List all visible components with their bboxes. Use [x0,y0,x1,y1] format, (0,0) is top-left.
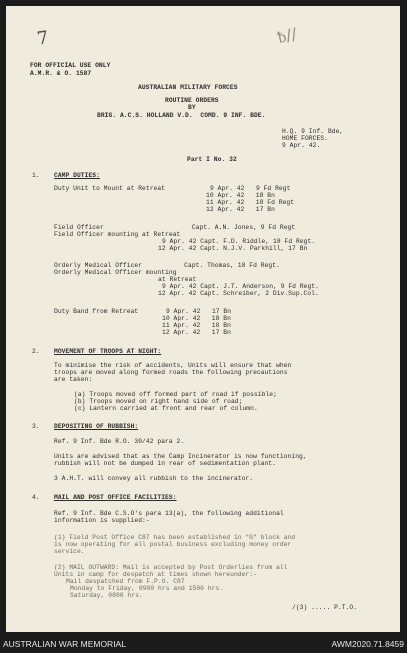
mail-item-line: service. [54,548,85,555]
reference-line: information is supplied:- [54,517,150,524]
medical-officer-line: Orderly Medical Officer Capt. Thomas, 18 Fd Regt. [54,262,280,269]
medical-officer-row: 12 Apr. 42 Capt. Schreiber, 2 Div.Sup.Col. [158,290,319,297]
page-turn-note: /(3) ..... P.T.O. [292,604,358,611]
paragraph-line: troops are moved along formed roads the following precautions [54,369,288,376]
paragraph-line: Units are advised that as the Camp Incinerator is now functioning, [54,453,307,460]
section-title-movement: MOVEMENT OF TROOPS AT NIGHT: [54,348,162,355]
medical-officer-mounting-label: Orderly Medical Officer mounting [54,269,177,276]
precaution-item: (a) Troops moved off formed part of road if possible; [74,391,277,398]
reference-line: Ref. 9 Inf. Bde R.O. 30/42 para 2. [54,438,185,445]
field-officer-row: 12 Apr. 42 Capt. N.J.V. Parkhill, 17 Bn [158,245,308,252]
duty-row: 11 Apr. 42 18 Fd Regt [206,199,295,206]
mail-item-line: Mail despatched from F.P.O. C87 [66,578,185,585]
field-officer-row: 9 Apr. 42 Capt. F.D. Riddle, 18 Fd Regt. [162,238,316,245]
band-row: 11 Apr. 42 18 Bn [162,322,231,329]
section-title-mail: MAIL AND POST OFFICE FACILITIES: [54,494,177,501]
hq-line: H.Q. 9 Inf. Bde, [282,128,344,135]
precaution-item: (c) Lantern carried at front and rear of column. [74,405,258,412]
section-title-camp-duties: CAMP DUTIES: [54,172,100,179]
section-number: 3. [32,423,40,430]
home-forces-line: HOME FORCES. [282,135,328,142]
mail-item-line: Monday to Friday, 0900 hrs and 1500 hrs. [70,585,224,592]
band-row: 9 Apr. 42 17 Bn [166,308,232,315]
duty-row: 10 Apr. 42 18 Bn [206,192,275,199]
official-use-header: FOR OFFICIAL USE ONLY [30,62,111,69]
band-row: 10 Apr. 42 18 Bn [162,315,231,322]
paragraph-line: 3 A.H.T. will convey all rubbish to the incinerator. [54,475,254,482]
archive-reference: AWM2020.71.8459 [331,639,404,649]
section-number: 4. [32,494,40,501]
section-number: 2. [32,348,40,355]
paragraph-line: rubbish will not be dumped in rear of sedimentation plant. [54,460,277,467]
routine-orders-title: ROUTINE ORDERS [165,97,219,104]
by-line: BY [188,104,196,111]
forces-title: AUSTRALIAN MILITARY FORCES [138,84,238,91]
paragraph-line: are taken: [54,376,93,383]
section-number: 1. [32,172,40,179]
archive-footer [0,634,407,653]
document-page [6,6,400,632]
duty-band-label: Duty Band from Retreat [54,308,139,315]
reference-line: Ref. 9 Inf. Bde C.S.O's para 13(a), the following additional [54,510,284,517]
mail-item-line: Units in camp for despatch at times shown hereunder:- [54,571,257,578]
archive-name: AUSTRALIAN WAR MEMORIAL [3,639,126,649]
order-date: 9 Apr. 42. [282,142,321,149]
paragraph-line: To minimise the risk of accidents, Units will ensure that when [54,362,292,369]
medical-officer-mounting-label: at Retreat [158,276,197,283]
handwritten-mark: 7 [35,27,50,50]
mail-item-line: is now operating for all postal business excluding money order [54,541,292,548]
band-row: 12 Apr. 42 17 Bn [162,329,231,336]
duty-row: 12 Apr. 42 17 Bn [206,206,275,213]
section-title-rubbish: DEPOSITING OF RUBBISH: [54,423,139,430]
mail-item-line: (1) Field Post Office C87 has been established in "G" block and [54,534,296,541]
handwritten-signature: ᵬ// [276,24,299,47]
mail-item-line: Saturday, 0800 hrs. [70,592,143,599]
part-number: Part I No. 32 [187,156,237,163]
issuing-officer: BRIG. A.C.S. HOLLAND V.D. COMD. 9 INF. BDE. [97,112,266,119]
medical-officer-row: 9 Apr. 42 Capt. J.T. Anderson, 9 Fd Regt. [162,283,319,290]
precaution-item: (b) Troops moved on right hand side of road; [74,398,243,405]
duty-unit-label: Duty Unit to Mount at Retreat [54,185,166,192]
mail-item-line: (2) MAIL OUTWARD: Mail is accepted by Post Orderlies from all [54,564,288,571]
amr-reference: A.M.R. & O. 1587 [30,70,92,77]
field-officer-line: Field Officer Capt. A.N. Jones, 9 Fd Regt [54,224,296,231]
field-officer-mounting-label: Field Officer mounting at Retreat [54,231,181,238]
duty-row: 9 Apr. 42 9 Fd Regt [210,185,291,192]
